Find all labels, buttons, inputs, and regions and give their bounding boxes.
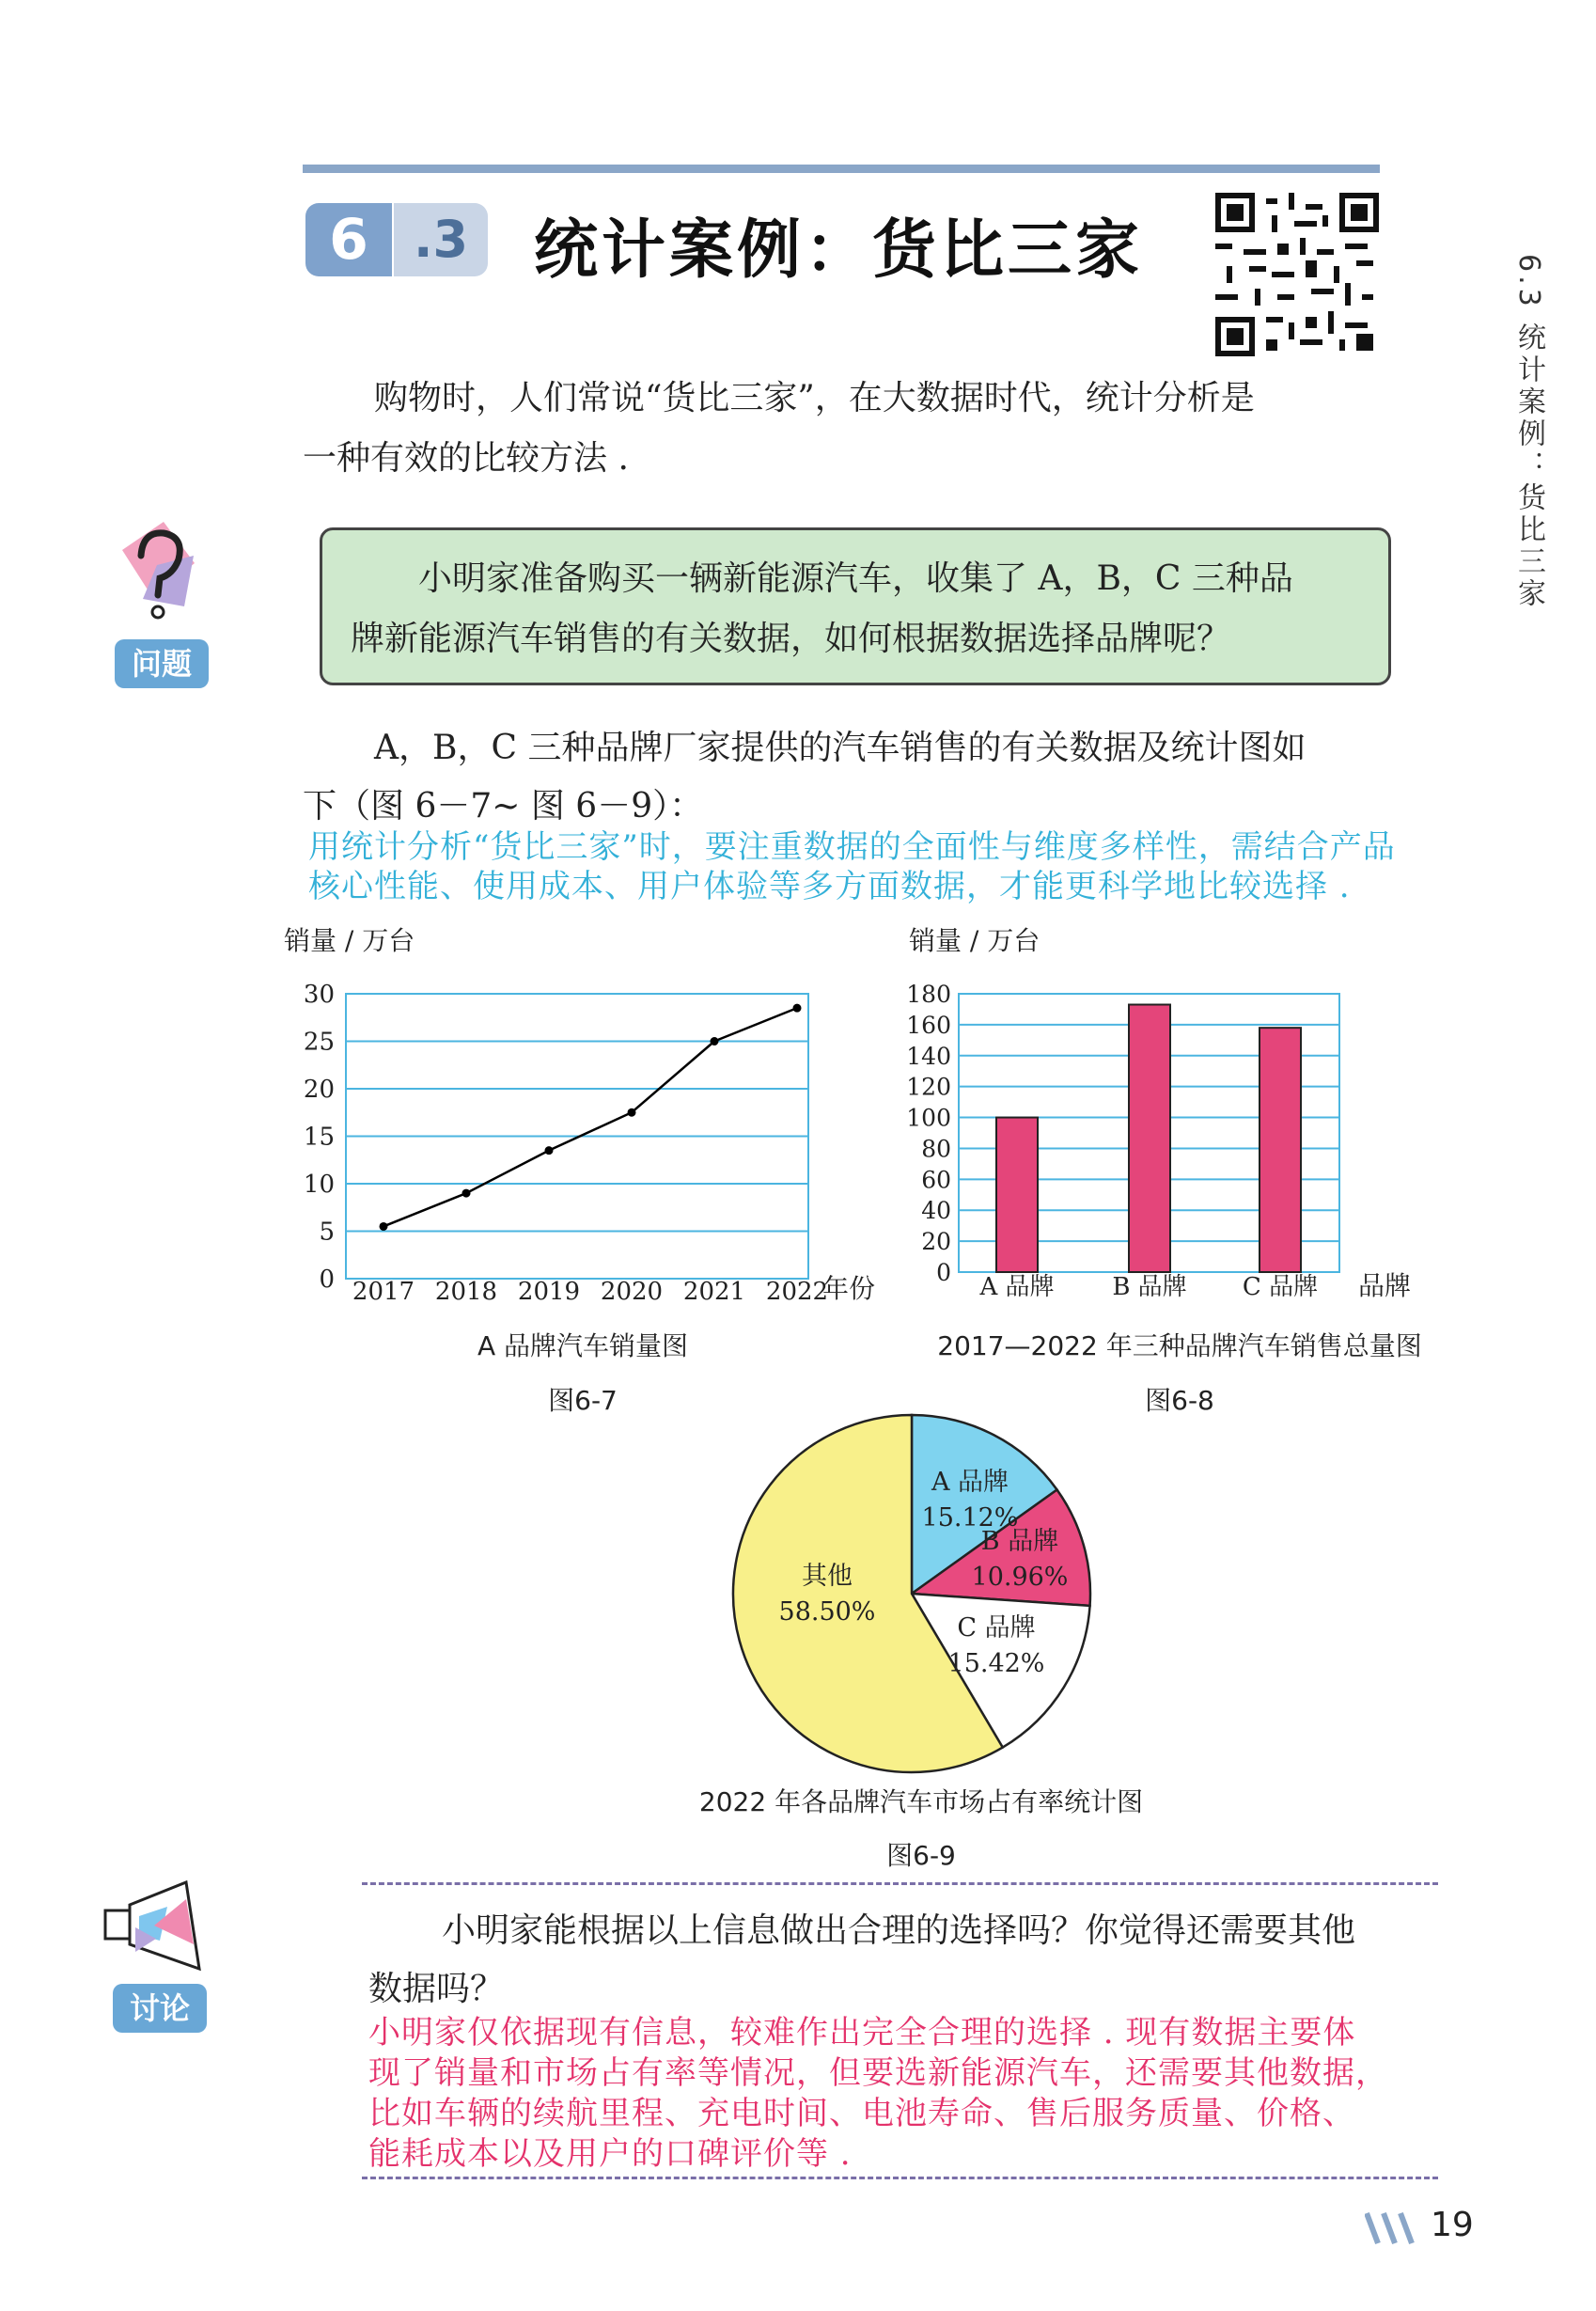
bar-chart-xtick: C 品牌 (1242, 1273, 1319, 1301)
section-number: 6 (305, 203, 392, 276)
bar-chart-ytick: 100 (906, 1104, 951, 1132)
line-chart-ytick: 25 (303, 1028, 335, 1057)
qr-code-icon[interactable] (1213, 193, 1382, 356)
question-badge: 问题 (115, 639, 209, 688)
answer-blue-line-1: 用统计分析“货比三家”时，要注重数据的全面性与维度多样性，需结合产品 (308, 828, 1396, 866)
line-chart-ytick: 10 (303, 1171, 335, 1199)
pie-slice-value: 15.12% (921, 1503, 1019, 1533)
line-chart-point (711, 1037, 719, 1045)
pie-slice-label: 其他 (802, 1562, 853, 1591)
line-chart-xlabel: 年份 (822, 1273, 876, 1304)
pie-slice-value: 10.96% (971, 1563, 1069, 1592)
answer-blue-line-2: 核心性能、使用成本、用户体验等多方面数据，才能更科学地比较选择 . (308, 868, 1351, 905)
bar-chart-ytick: 40 (921, 1197, 951, 1225)
bar-chart-figure-label: 图6-8 (1145, 1385, 1214, 1416)
line-chart-ytick: 5 (319, 1218, 335, 1247)
bar-chart-ytick: 180 (906, 981, 951, 1008)
question-box (320, 527, 1391, 685)
bar-chart-xtick: A 品牌 (979, 1273, 1055, 1301)
line-chart-ytick: 0 (319, 1266, 335, 1294)
answer-red-line-1: 小明家仅依据现有信息，较难作出完全合理的选择 . 现有数据主要体 (368, 2014, 1356, 2052)
header-rule (303, 165, 1380, 173)
discussion-line-1: 小明家能根据以上信息做出合理的选择吗？你觉得还需要其他 (442, 1911, 1356, 1950)
line-chart-point (380, 1222, 388, 1231)
line-chart-xtick: 2022 (765, 1278, 829, 1306)
bar-chart-ytick: 140 (906, 1042, 951, 1070)
pie-slice-label: C 品牌 (957, 1613, 1036, 1643)
bar-chart-ytick: 80 (921, 1135, 951, 1163)
pie-slice-label: A 品牌 (931, 1468, 1009, 1497)
line-chart-ytick: 20 (303, 1076, 335, 1104)
line-chart-point (462, 1189, 471, 1198)
page-number: 19 (1431, 2206, 1474, 2244)
pie-slice-label: B 品牌 (980, 1527, 1059, 1556)
question-line-1: 小明家准备购买一辆新能源汽车，收集了 A，B，C 三种品 (418, 559, 1293, 598)
pie-chart (724, 1401, 1119, 1777)
bar-chart (898, 917, 1499, 1312)
bar-chart-ytick: 20 (921, 1228, 951, 1256)
bar-chart-bar (1260, 1028, 1301, 1272)
bar-chart-bar (996, 1118, 1038, 1272)
line-chart-point (545, 1146, 554, 1155)
line-chart-point (793, 1004, 802, 1013)
data-intro-line-1: A，B，C 三种品牌厂家提供的汽车销售的有关数据及统计图如 (374, 729, 1307, 767)
megaphone-icon (102, 1879, 207, 1973)
section-sub-number: .3 (394, 203, 488, 276)
line-chart-xtick: 2018 (434, 1278, 498, 1306)
page-title: 统计案例：货比三家 (534, 213, 1144, 288)
answer-red-line-3: 比如车辆的续航里程、充电时间、电池寿命、售后服务质量、价格、 (368, 2095, 1355, 2132)
line-chart (273, 917, 912, 1312)
line-chart-point (628, 1108, 636, 1117)
question-line-2: 牌新能源汽车销售的有关数据，如何根据数据选择品牌呢？ (351, 620, 1231, 658)
line-chart-xtick: 2017 (352, 1278, 415, 1306)
intro-line-1: 购物时，人们常说“货比三家”，在大数据时代，统计分析是 (374, 379, 1255, 417)
page-slashes-icon (1365, 2211, 1423, 2245)
pie-slice-value: 58.50% (778, 1597, 876, 1627)
bar-chart-ylabel: 销量 / 万台 (909, 925, 1041, 956)
bar-chart-bar (1129, 1005, 1170, 1272)
line-chart-ytick: 30 (303, 981, 335, 1009)
line-chart-xtick: 2021 (682, 1278, 746, 1306)
line-chart-ytick: 15 (303, 1123, 335, 1152)
line-chart-ylabel: 销量 / 万台 (284, 925, 415, 956)
discussion-top-divider (362, 1882, 1438, 1885)
bar-chart-xtick: B 品牌 (1112, 1273, 1187, 1301)
data-intro-line-2: 下（图 6－7~ 图 6－9）： (303, 787, 704, 825)
pie-chart-figure-label: 图6-9 (886, 1840, 956, 1871)
bar-chart-ytick: 160 (906, 1011, 951, 1039)
bar-chart-title: 2017—2022 年三种品牌汽车销售总量图 (937, 1330, 1422, 1361)
intro-line-2: 一种有效的比较方法 . (303, 439, 629, 478)
bar-chart-ytick: 0 (936, 1259, 951, 1286)
line-chart-title: A 品牌汽车销量图 (477, 1330, 689, 1361)
answer-red-line-2: 现了销量和市场占有率等情况，但要选新能源汽车，还需要其他数据， (368, 2054, 1388, 2092)
line-chart-xtick: 2019 (517, 1278, 581, 1306)
line-chart-figure-label: 图6-7 (548, 1385, 618, 1416)
bar-chart-ytick: 60 (921, 1166, 951, 1194)
discussion-badge: 讨论 (113, 1984, 207, 2033)
line-chart-xtick: 2020 (600, 1278, 664, 1306)
side-tab: 6.3 统计案例：货比三家 (1512, 254, 1545, 611)
bar-chart-xlabel: 品牌 (1358, 1270, 1412, 1301)
question-mark-icon (115, 522, 199, 623)
discussion-line-2: 数据吗？ (368, 1970, 505, 2008)
bar-chart-ytick: 120 (906, 1073, 951, 1101)
discussion-bottom-divider (362, 2177, 1438, 2179)
pie-chart-title: 2022 年各品牌汽车市场占有率统计图 (698, 1786, 1144, 1817)
pie-slice-value: 15.42% (947, 1649, 1045, 1678)
answer-red-line-4: 能耗成本以及用户的口碑评价等 . (368, 2135, 852, 2173)
